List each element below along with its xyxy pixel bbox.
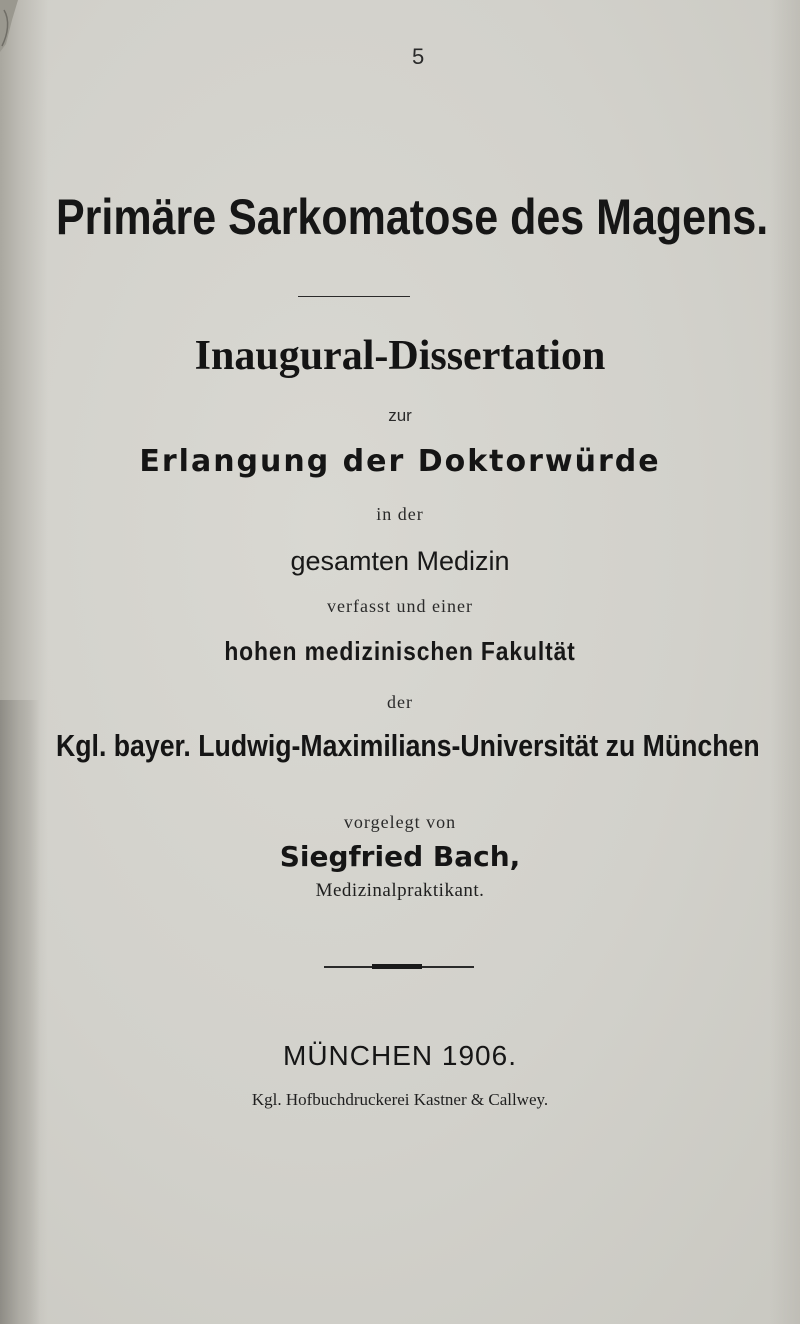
imprint-place-year: MÜNCHEN 1906. <box>283 1040 517 1071</box>
ornamental-divider-center <box>372 964 422 969</box>
line-verfasst: verfasst und einer <box>327 596 473 616</box>
title-rule <box>298 296 410 297</box>
page-number-mark: 5 <box>412 44 425 69</box>
line-in-der: in der <box>376 504 424 524</box>
document-title: Primäre Sarkomatose des Magens. <box>56 189 769 245</box>
faculty-line: hohen medizinischen Fakultät <box>224 636 576 666</box>
imprint-printer: Kgl. Hofbuchdruckerei Kastner & Callwey. <box>251 1090 549 1109</box>
paper-edge-right <box>770 0 800 1324</box>
university-line: Kgl. bayer. Ludwig-Maximilians-Universität zu München <box>56 728 760 763</box>
dissertation-heading: Inaugural-Dissertation <box>194 333 606 379</box>
line-der: der <box>387 692 413 712</box>
field-line: gesamten Medizin <box>290 546 510 576</box>
author-role: Medizinalpraktikant. <box>315 880 485 901</box>
degree-line: Erlangung der Doktorwürde <box>139 444 661 479</box>
line-vorgelegt: vorgelegt von <box>343 812 457 832</box>
corner-wear-mark <box>0 0 40 60</box>
paper-edge-left-lower <box>0 700 40 1324</box>
author-name: Siegfried Bach, <box>279 840 521 873</box>
line-zur: zur <box>388 406 412 425</box>
